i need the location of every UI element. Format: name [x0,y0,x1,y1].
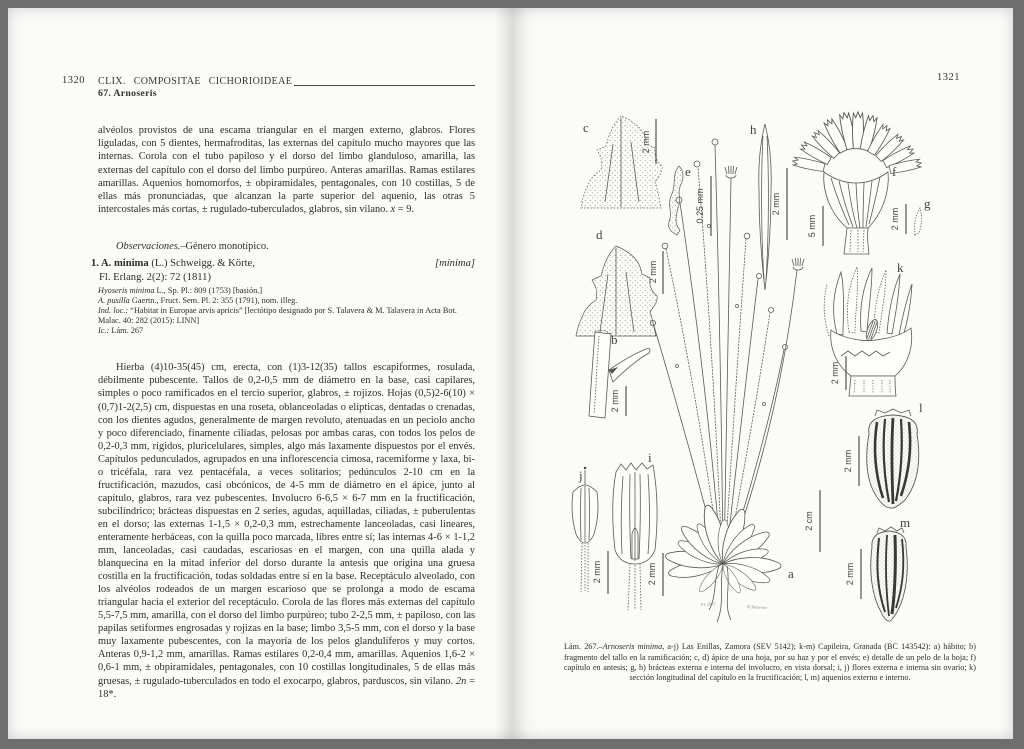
artist-signature: R.Talavera [746,604,767,611]
page-gutter-shadow [495,8,541,739]
observations-label: Observaciones. [116,241,181,253]
scale-label-h: 2 mm [771,192,781,216]
ind-loc-line [98,306,475,326]
scale-label-a: 2 cm [804,511,814,531]
synonymy-block [98,286,475,336]
species-name-line [91,257,475,271]
figure-h-inner-bract [750,122,787,290]
figure-j-inner-floret [572,467,608,594]
scale-label-e: 0.25 mm [695,188,705,224]
chromosome-symbol: 2n [455,675,467,687]
scale-label-i: 2 mm [647,562,657,586]
chromosome-value: = 18*. [98,675,475,700]
synonym-name: Hyoseris minima [98,286,155,295]
species-description [98,361,475,700]
synonym-name: A. pusilla [98,296,130,306]
scale-label-l: 2 mm [843,449,853,473]
figure-b-stem-fragment [589,330,650,418]
plate-label-j: j [579,468,583,483]
ind-loc-label: Ind. loc.: [98,306,129,316]
scale-label-j: 2 mm [592,560,602,584]
chromosome-value: = 9. [395,203,415,215]
plate-label-i: i [648,450,652,465]
artist-signature-date: Fe 2015 [700,600,716,607]
plate-label-d: d [596,227,603,242]
running-head [98,75,475,87]
scale-label-d: 2 mm [648,260,658,284]
scale-label-m: 2 mm [845,562,855,586]
running-head-text: CLIX. COMPOSITAE CICHORIOIDEAE [98,76,293,87]
intro-text: alvéolos provistos de una escama triangular en el margen externo, glabros. Flores liguladas, con 5 dientes, hermafroditas, las externas del capítulo mucho mayores que las internas. Corola con el tubo papiloso y el dorso del limbo glanduloso, amarilla, las externas del capítulo con el dorso del limbo purpúreo. Anteras amarillas. Ramas estilares amarillas. Aquenios homomorfos, ± obpiramidales, pentagonales, con 10 costillas, 5 de ellas más pronunciadas, que alcanzan la parte superior del aquenio, las otras 5 intercostales más cortas, ± rugulado-tuberculados, glabros, sin vilano. [98,125,475,215]
figure-c-leaf-apex-upper [581,116,662,208]
illustration-plate [559,104,983,630]
figure-f-capitulum [792,112,922,254]
chromosome-symbol: x [390,203,396,215]
plate-label-l: l [919,400,923,415]
species-publication: Fl. Erlang. 2(2): 72 (1811) [99,271,211,283]
ic-line [98,326,475,336]
scale-label-g: 2 mm [890,207,900,231]
synonym-line [98,296,475,306]
scale-label-f: 5 mm [807,214,817,238]
plate-label-c: c [583,120,589,135]
right-page-number: 1321 [937,72,960,83]
plate-label-g: g [924,196,931,211]
synonym-citation: Gaertn., Fruct. Sem. Pl. 2: 355 (1791), nom. illeg. [129,296,298,306]
plate-label-b: b [611,332,618,347]
species-heading [91,257,475,284]
description-text: Hierba (4)10-35(45) cm, erecta, con (1)3-12(35) tallos escapiformes, rosulada, débilmente pubescente. Tallos de 0,2-0,5 mm de diámetro en la base, casi capilares, simples o poco ramificados en el tercio superior, glabros, ± rojizos. Hojas (0,5)2-6(10) × (0,7)1-2(2,5) cm, dispuestas en una roseta, oblanceoladas o elípticas, dentadas o crenadas, con los dientes agudos, generalmente de margen revoluto, atenuadas en un peciolo ancho y poco diferenciado, finamente ciliadas, pelosas por ambas caras, con todos los pelos de 0,2-0,3 mm, rígidos, pluricelulares, simples, algo más laxamente dispuestos por el envés. Capítulos pedunculados, agrupados en una inflorescencia cimosa, racemiforme y laxa, bi- o tricéfala, rara vez pentacéfala, a veces solitarios; pedúnculos 2-10 cm en la fructificación, mazudos, casi obcónicos, de 4-5 mm de diámetro en el ápice, junto al capítulo, glabros, rara vez pubescentes. Involucro 6-6,5 × 6-7 mm en la fructificación, subcilíndrico; brácteas dispuestas en 2 series, agudas, aquilladas, ciliadas, ± puberulentas en el dorso; las externas 1-1,5 × 0,2-0,3 mm, estrechamente lanceoladas, casi lineares, enteramente herbáceas, con la quilla poco marcada, libres entre sí; las internas 4-6 × 1-1,2 mm, lanceoladas, casi caudadas, escariosas en el margen, con una quilla alada y blanquecina en la mitad inferior del dorso durante la antesis que origina una gruesa costilla en la fructificación, todas soldadas entre sí en la base. Receptáculo alveolado, con los alvéolos rodeados de un margen escarioso que se prolonga a modo de escama triangular hacia el exterior del receptáculo. Corola de las flores más externas del capítulo 5,5-7,5 mm, amarilla, con el dorso del limbo purpúreo; tubo 2-2,5 mm, ± papiloso, con las papilas setiformes engrosadas y rojizas en la base; limbo 3,5-5 mm, con el dorso y la base muy laxamente pubescentes, con la mayoría de los pelos glandulíferos y muy cortos. Anteras 0,9-1,2 mm, amarillas. Ramas estilares 0,2-0,4 mm, amarillas. Aquenios 1,6-2 × 0,6-1 mm, ± obpiramidales, pentagonales, con 10 costillas longitudinales, 5 de ellas más gruesas, ± rugulado-tuberculados en todo el exocarpo, glabros, parduscos, sin vilano. [98,362,475,687]
caption-text: , a-j) Las Enillas, Zamora (SEV 5142); k-m) Capileira, Granada (BC 143542): a) hábito; b) fragmento del tallo en la ramificación; c, d) ápice de una hoja, por su haz y por el envés; e) detalle de un pelo de la hoja; f) capítulo en antesis; g, h) brácteas externa e interna del involucro, en vista dorsal; i, j) flores externa e interna sin ovario; k) sección longitudinal del capítulo en la fructificación; l, m) aquenios externo e interno. [564,642,976,683]
ic-label: Ic.: [98,326,110,336]
species-authority: (L.) Schweigg. & Körte, [148,258,255,269]
plate-label-a: a [788,566,794,581]
intro-paragraph [98,124,475,215]
caption-species-name: Arnoseris minima [602,642,663,652]
species-epithet-bracket: [mínima] [434,258,475,269]
running-head-rule [294,75,475,86]
figure-g-outer-bract [890,196,931,235]
plate-caption [564,642,976,683]
plate-label-e: e [685,164,691,179]
figure-d-leaf-apex-lower [576,227,663,336]
scale-label-c: 2 mm [641,130,651,154]
synonym-line [98,286,475,296]
left-page-number: 1320 [62,75,85,86]
observations-line [98,240,475,253]
ind-loc-text: “Habitat in Europae arvis apricis” [lectótipo designado por S. Talavera & M. Talavera in Acta Bot. Malac. 40: 282 (2015): LINN] [98,306,457,326]
plate-label-m: m [900,515,911,530]
ic-text: Lám. 267 [109,326,144,336]
synonym-citation: L., Sp. Pl.: 809 (1753) [basión.] [154,286,263,295]
open-book-pages [8,8,1013,739]
figure-l-outer-achene [843,400,923,508]
caption-prefix: Lám. 267.– [564,642,603,652]
species-name: 1. A. minima [91,258,149,269]
scale-label-k: 2 mm [830,361,840,385]
genus-heading: 67. Arnoseris [98,88,157,99]
observations-text: –Género monotípico. [180,241,269,253]
plate-label-k: k [897,260,904,275]
scale-label-b: 2 mm [610,389,620,413]
figure-k-capitulum-section [824,260,912,396]
plate-label-f: f [892,164,897,179]
figure-i-outer-floret [613,450,663,610]
figure-e-leaf-hair [668,164,711,236]
plate-label-h: h [750,122,757,137]
figure-m-inner-achene [845,515,910,621]
